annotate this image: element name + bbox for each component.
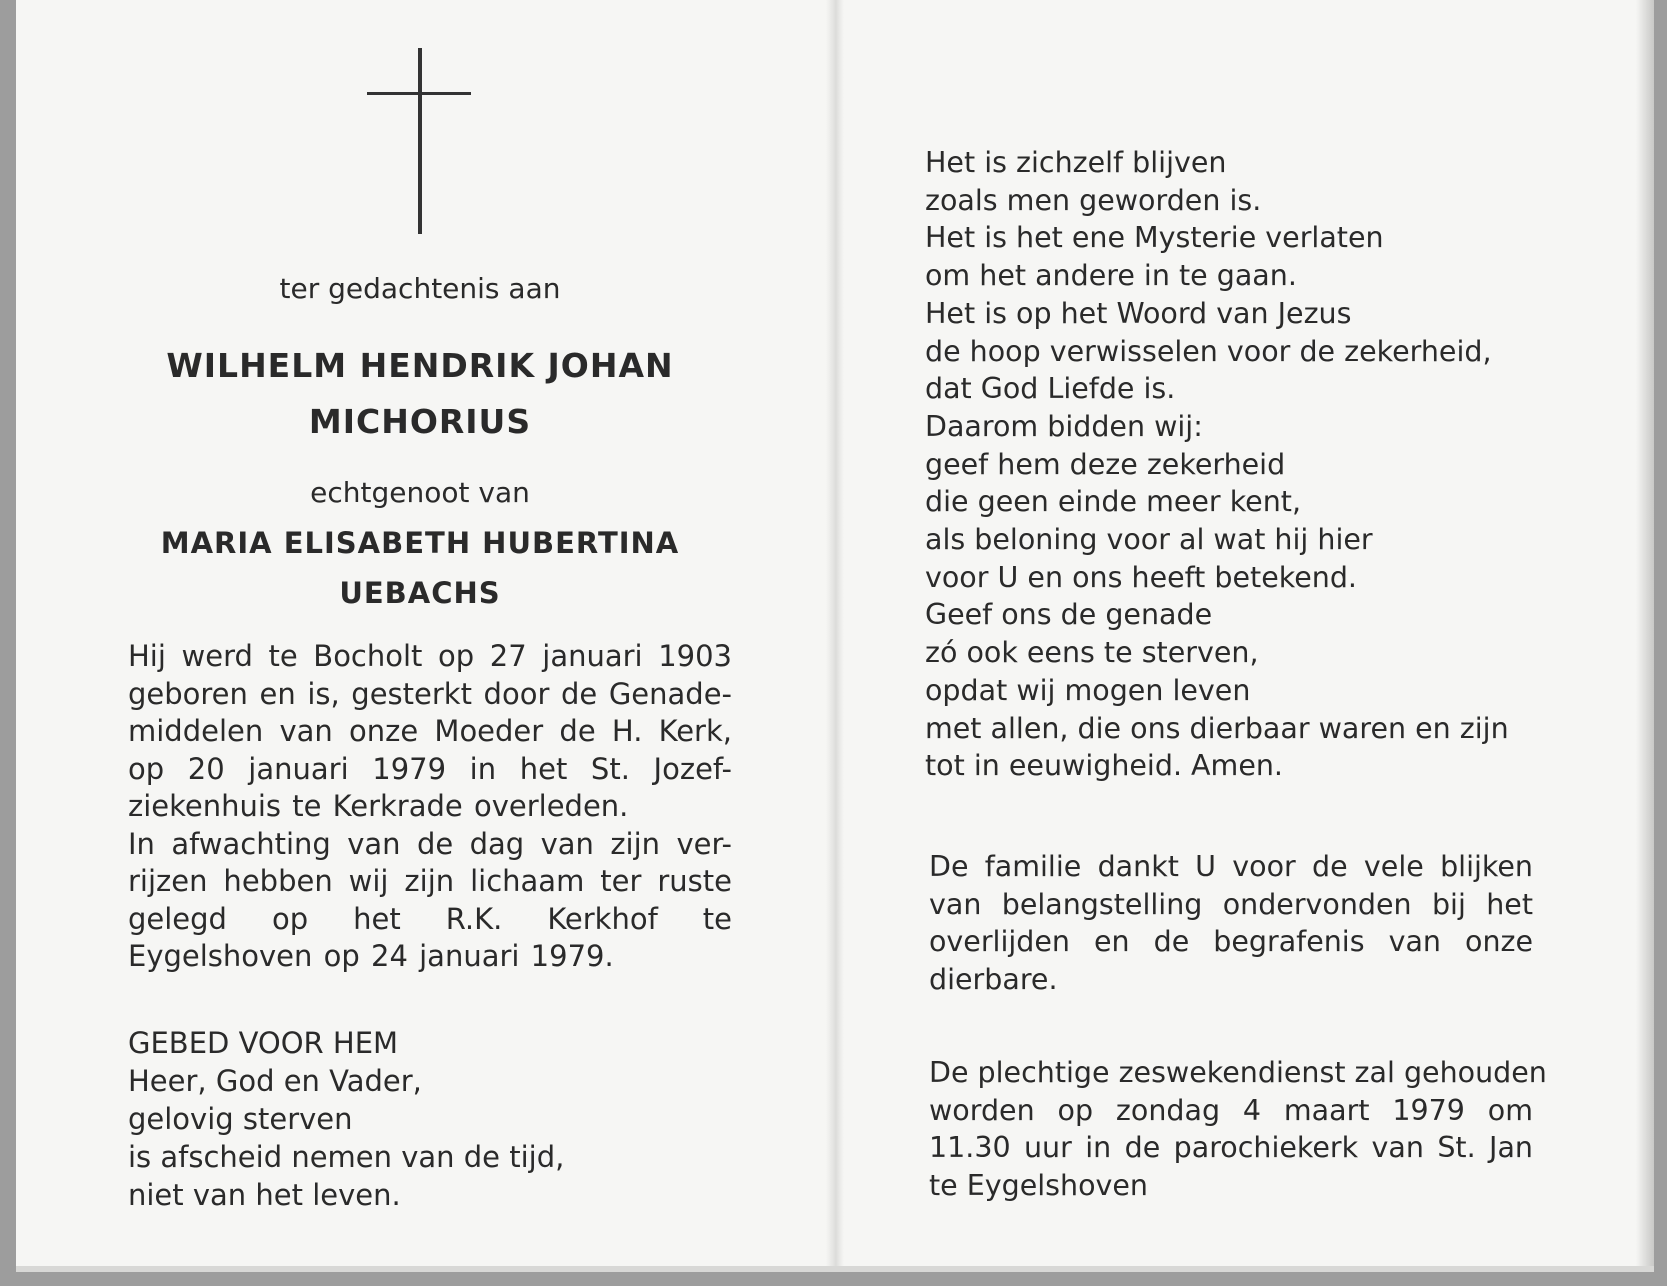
poem-line: Het is zichzelf blijven — [925, 146, 1227, 179]
poem-line: om het andere in te gaan. — [925, 259, 1297, 293]
poem-line: voor U en ons heeft betekend. — [925, 560, 1357, 594]
bio-line: rijzen hebben wij zijn lichaam ter ruste — [128, 864, 732, 898]
poem-line: geef hem deze zekerheid — [925, 447, 1286, 481]
bio-line: Hij werd te Bocholt op 27 januari 1903 — [128, 639, 732, 673]
prayer-line: gelovig sterven — [128, 1102, 353, 1136]
poem-line: zó ook eens te sterven, — [925, 636, 1259, 670]
deceased-name-line1: WILHELM HENDRIK JOHAN — [166, 346, 674, 385]
poem-line: Het is op het Woord van Jezus — [925, 296, 1352, 330]
service-line: 11.30 uur in de parochiekerk van St. Jan — [929, 1131, 1533, 1164]
card-fold — [826, 0, 844, 1272]
spouse-name-line1: MARIA ELISABETH HUBERTINA — [160, 526, 680, 560]
poem-line: zoals men geworden is. — [925, 183, 1262, 217]
thanks-line: van belangstelling ondervonden bij het — [929, 887, 1533, 921]
thanks-paragraph — [929, 848, 1533, 998]
card-right-edge — [1636, 0, 1654, 1272]
card-bottom-edge — [16, 1266, 1654, 1272]
thanks-line: dierbare. — [929, 962, 1058, 996]
service-line: te Eygelshoven — [929, 1168, 1148, 1202]
spouse-label: echtgenoot van — [310, 476, 530, 509]
bio-line: geboren en is, gesterkt door de Genade- — [128, 676, 732, 711]
bio-line: gelegd op het R.K. Kerkhof te — [128, 901, 732, 936]
poem-line: opdat wij mogen leven — [925, 673, 1251, 707]
poem-line: als beloning voor al wat hij hier — [925, 523, 1373, 557]
service-paragraph — [929, 1054, 1547, 1204]
poem-line: de hoop verwisselen voor de zekerheid, — [925, 334, 1492, 368]
poem-line: tot in eeuwigheid. Amen. — [925, 749, 1283, 783]
biography — [128, 638, 732, 976]
service-line: worden op zondag 4 maart 1979 om — [929, 1093, 1533, 1127]
service-line: De plechtige zeswekendienst zal gehouden — [929, 1056, 1547, 1089]
thanks-line: overlijden en de begrafenis van onze — [929, 925, 1533, 958]
bio-line: Eygelshoven op 24 januari 1979. — [128, 939, 614, 973]
bio-line: ziekenhuis te Kerkrade overleden. — [128, 789, 629, 823]
poem-line: Daarom bidden wij: — [925, 409, 1203, 443]
prayer — [128, 1024, 564, 1214]
poem-line: dat God Liefde is. — [925, 372, 1176, 406]
deceased-name-line2: MICHORIUS — [308, 402, 532, 441]
bio-line: op 20 januari 1979 in het St. Jozef- — [128, 751, 732, 786]
poem — [925, 144, 1509, 785]
prayer-line: niet van het leven. — [128, 1178, 401, 1212]
bio-line: middelen van onze Moeder de H. Kerk, — [128, 714, 732, 748]
bio-line: In afwachting van de dag van zijn ver- — [128, 826, 732, 861]
poem-line: Geef ons de genade — [925, 598, 1213, 632]
prayer-line: is afscheid nemen van de tijd, — [128, 1140, 565, 1174]
prayer-line: Heer, God en Vader, — [128, 1064, 422, 1098]
intro-text: ter gedachtenis aan — [279, 272, 561, 305]
poem-line: Het is het ene Mysterie verlaten — [925, 221, 1384, 255]
thanks-line: De familie dankt U voor de vele blijken — [929, 850, 1533, 883]
poem-line: die geen einde meer kent, — [925, 485, 1302, 519]
spouse-name-line2: UEBACHS — [339, 576, 501, 610]
prayer-heading: GEBED VOOR HEM — [128, 1026, 399, 1060]
poem-line: met allen, die ons dierbaar waren en zijn — [925, 711, 1509, 745]
